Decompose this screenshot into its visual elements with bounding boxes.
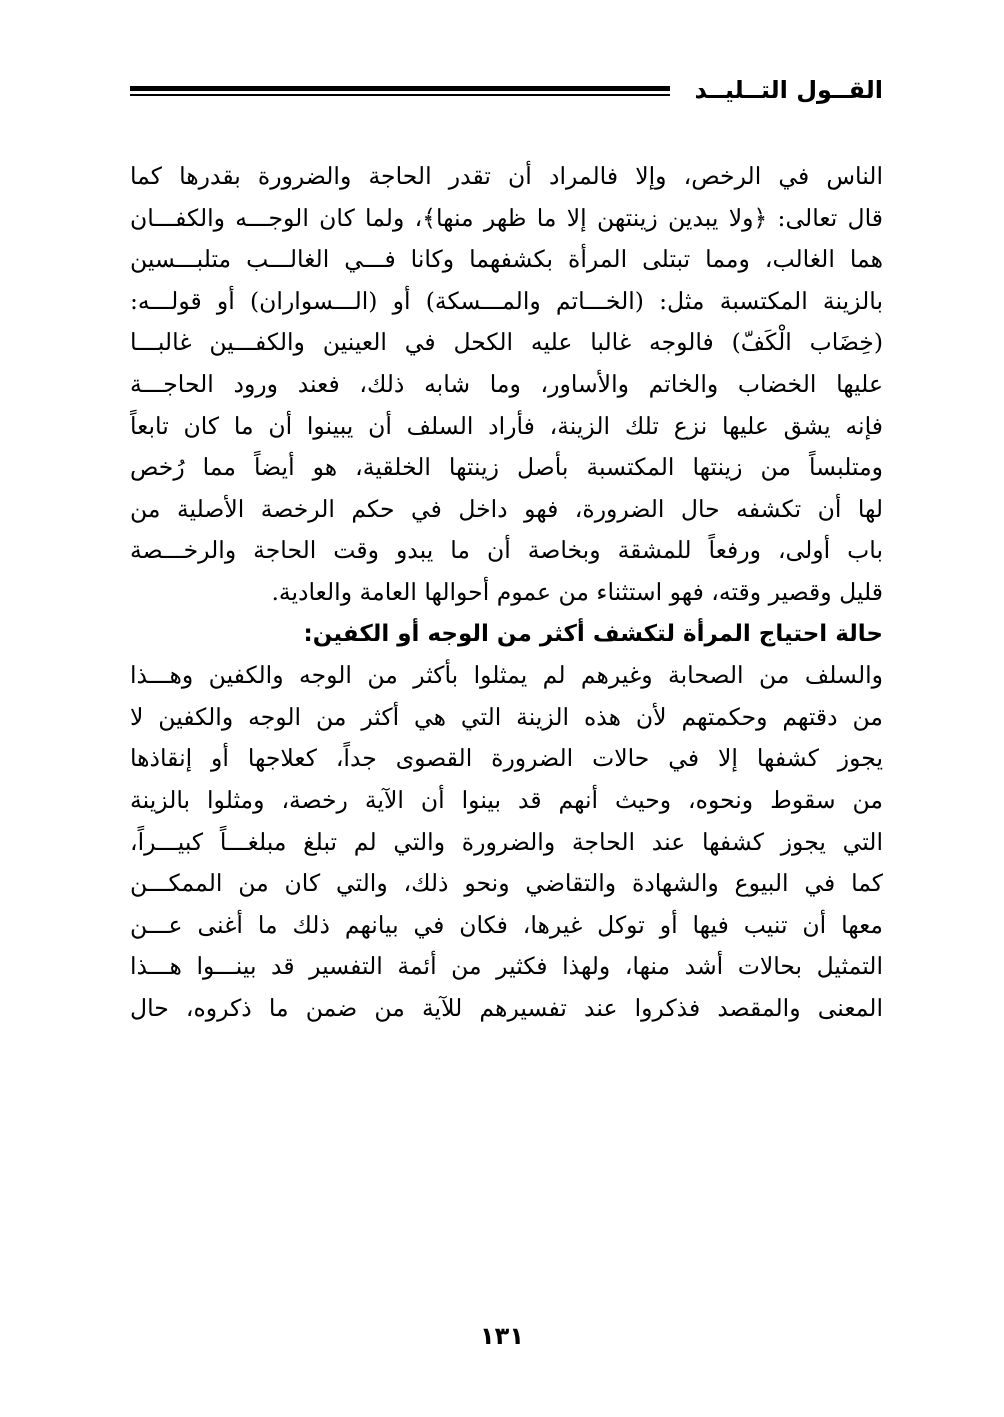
text-line: المعنى والمقصد فذكروا عند تفسيرهم للآية من ضمن ما ذكروه، حال — [130, 993, 883, 1022]
running-header — [130, 74, 883, 110]
header-rule-thin — [130, 94, 670, 96]
text-line: الناس في الرخص، وإلا فالمراد أن تقدر الحاجة والضرورة بقدرها كما — [130, 162, 883, 190]
text-line: التي يجوز كشفها عند الحاجة والضرورة والتي لم تبلغ مبلغـــاً كبيـــراً، — [130, 827, 883, 856]
page-body — [130, 156, 883, 1029]
text-line-paragraph-end: قليل وقصير وقته، فهو استثناء من عموم أحوالها العامة والعادية. — [271, 577, 883, 606]
text-line: التمثيل بحالات أشد منها، ولهذا فكثير من أئمة التفسير قد بينـــوا هـــذا — [130, 952, 883, 981]
text-line: عليها الخضاب والخاتم والأساور، وما شابه ذلك، فعند ورود الحاجـــة — [130, 369, 883, 398]
text-line: من دقتهم وحكمتهم لأن هذه الزينة التي هي أكثر من الوجه والكفين لا — [130, 702, 883, 731]
text-line: باب أولى، ورفعاً للمشقة وبخاصة أن ما يبدو وقت الحاجة والرخـــصة — [130, 536, 883, 565]
text-line: والسلف من الصحابة وغيرهم لم يمثلوا بأكثر من الوجه والكفين وهـــذا — [130, 661, 883, 690]
text-line: فإنه يشق عليها نزع تلك الزينة، فأراد السلف أن يبينوا أن ما كان تابعاً — [130, 411, 883, 440]
section-heading: حالة احتياج المرأة لتكشف أكثر من الوجه أو الكفين: — [303, 620, 883, 647]
text-line: هما الغالب، ومما تبتلى المرأة بكشفهما وكانا فـــي الغالـــب متلبـــسين — [130, 245, 883, 274]
book-title: القــول التــليــد — [694, 76, 883, 104]
header-rule-thick — [130, 86, 670, 91]
text-line: معها أن تنيب فيها أو توكل غيرها، فكان في بيانهم ذلك ما أغنى عـــن — [130, 910, 883, 939]
page-number: ١٣١ — [480, 1322, 524, 1350]
text-line-quran-verse: قال تعالى: ﴿ولا يبدين زينتهن إلا ما ظهر منها﴾، ولما كان الوجـــه والكفـــان — [130, 203, 883, 232]
text-line: بالزينة المكتسبة مثل: (الخـــاتم والمـــسكة) أو (الـــسواران) أو قولـــه: — [130, 286, 883, 315]
text-line: من سقوط ونحوه، وحيث أنهم قد بينوا أن الآية رخصة، ومثلوا بالزينة — [130, 785, 883, 814]
text-line: كما في البيوع والشهادة والتقاضي ونحو ذلك، والتي كان من الممكـــن — [130, 869, 883, 898]
text-line: يجوز كشفها إلا في حالات الضرورة القصوى جداً، كعلاجها أو إنقاذها — [130, 744, 883, 773]
text-line: ومتلبساً من زينتها المكتسبة بأصل زينتها الخلقية، هو أيضاً مما رُخص — [130, 453, 883, 482]
text-line: لها أن تكشفه حال الضرورة، فهو داخل في حكم الرخصة الأصلية من — [130, 494, 883, 523]
text-line: (خِضَاب الْكَفّ) فالوجه غالبا عليه الكحل في العينين والكفـــين غالبـــا — [130, 328, 883, 357]
